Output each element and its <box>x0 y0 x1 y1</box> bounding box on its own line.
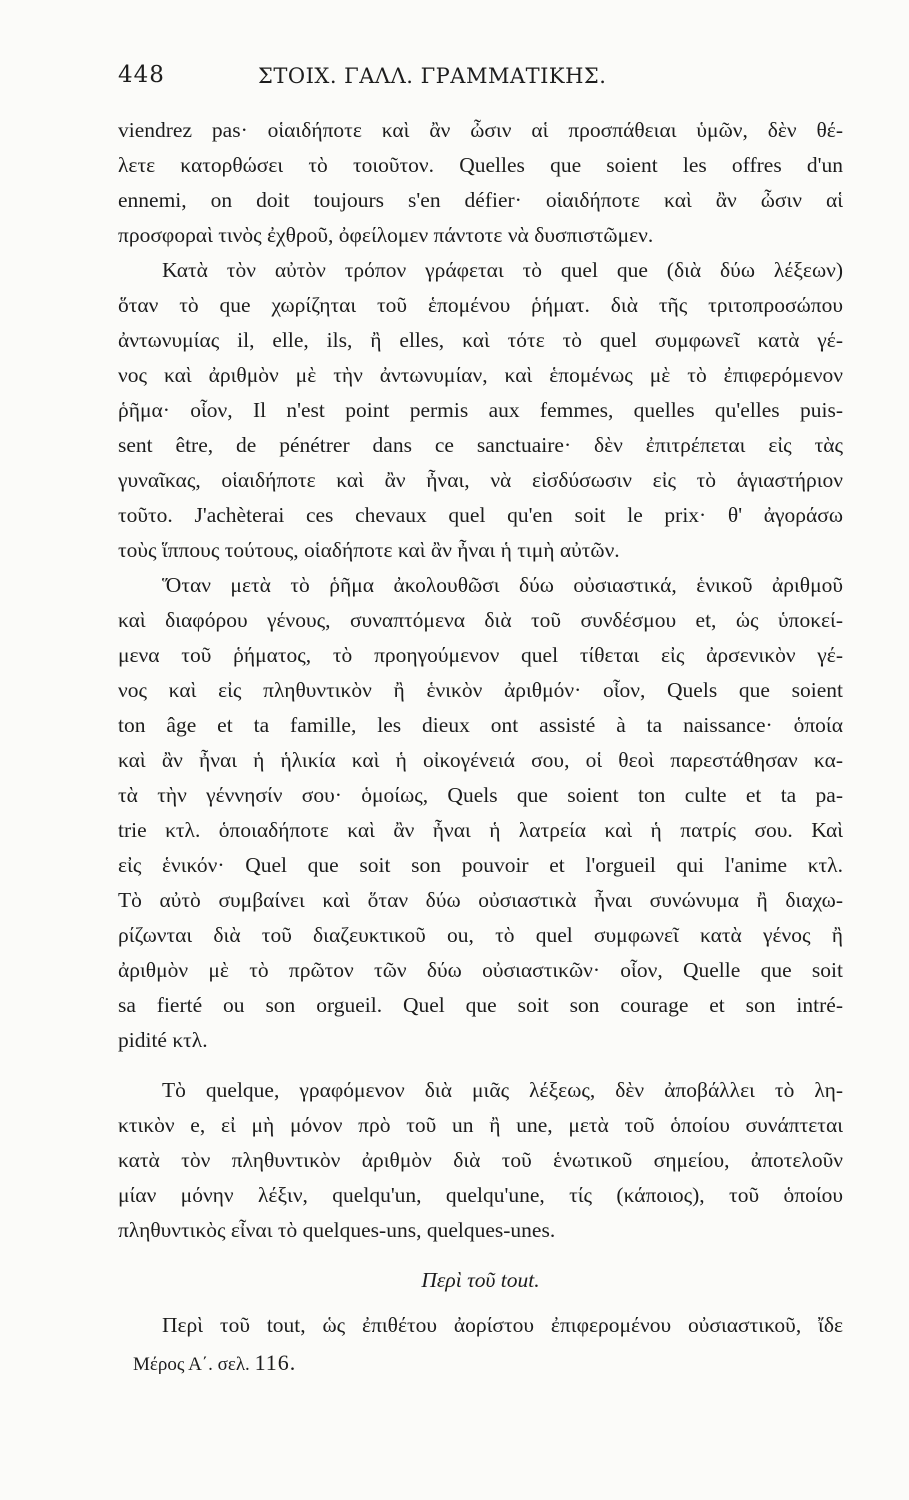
text-line: sent être, de pénétrer dans ce sanctuaire· δὲν ἐπιτρέπεται εἰς τὰς <box>118 433 843 457</box>
text-line: κτικὸν e, εἰ μὴ μόνον πρὸ τοῦ un ἢ une, μετὰ τοῦ ὁποίου συνάπτεται <box>118 1113 843 1137</box>
text-line: λετε κατορθώσει τὸ τοιοῦτον. Quelles que soient les offres d'un <box>118 153 843 177</box>
text-line: Περὶ τοῦ tout, ὡς ἐπιθέτου ἀορίστου ἐπιφερομένου οὐσιαστικοῦ, ἴδε <box>162 1313 843 1337</box>
text-line: τοῦτο. J'achèterai ces chevaux quel qu'en soit le prix· θ' ἀγοράσω <box>118 503 843 527</box>
text-line: Κατὰ τὸν αὐτὸν τρόπον γράφεται τὸ quel que (διὰ δύω λέξεων) <box>162 258 843 282</box>
text-line: ῥῆμα· οἷον, Il n'est point permis aux femmes, quelles qu'elles puis- <box>118 398 843 422</box>
running-title: ΣΤΟΙΧ. ΓΑΛΛ. ΓΡΑΜΜΑΤΙΚΗΣ. <box>258 64 607 88</box>
text-line: pidité κτλ. <box>118 1028 208 1052</box>
text-line: sa fierté ou son orgueil. Quel que soit son courage et son intré- <box>118 993 843 1017</box>
text-line: ἀριθμὸν μὲ τὸ πρῶτον τῶν δύω οὐσιαστικῶν· οἷον, Quelle que soit <box>118 958 843 982</box>
footnote-label: Μέρος Α΄. σελ. <box>133 1354 250 1375</box>
text-line: ρίζωνται διὰ τοῦ διαζευκτικοῦ ou, τὸ quel συμφωνεῖ κατὰ γένος ἢ <box>118 923 843 947</box>
text-line: προσφοραὶ τινὸς ἐχθροῦ, ὀφείλομεν πάντοτε νὰ δυσπιστῶμεν. <box>118 223 654 247</box>
text-line: κατὰ τὸν πληθυντικὸν ἀριθμὸν διὰ τοῦ ἑνωτικοῦ σημείου, ἀποτελοῦν <box>118 1148 843 1172</box>
text-line: τὰ τὴν γέννησίν σου· ὁμοίως, Quels que soient ton culte et ta pa- <box>118 783 843 807</box>
text-line: γυναῖκας, οἱαιδήποτε καὶ ἂν ἦναι, νὰ εἰσδύσωσιν εἰς τὸ ἁγιαστήριον <box>118 468 843 492</box>
page-number: 448 <box>118 62 165 88</box>
text-line: trie κτλ. ὁποιαδήποτε καὶ ἂν ἦναι ἡ λατρεία καὶ ἡ πατρίς σου. Καὶ <box>118 818 843 842</box>
footnote-page: 116. <box>254 1350 297 1375</box>
text-line: μίαν μόνην λέξιν, quelqu'un, quelqu'une, τίς (κάποιος), τοῦ ὁποίου <box>118 1183 843 1207</box>
text-line: Ὅταν μετὰ τὸ ῥῆμα ἀκολουθῶσι δύω οὐσιαστικά, ἑνικοῦ ἀριθμοῦ <box>162 573 843 597</box>
text-line: καὶ διαφόρου γένους, συναπτόμενα διὰ τοῦ συνδέσμου et, ὡς ὑποκεί- <box>118 608 843 632</box>
text-line: τοὺς ἵππους τούτους, οἱαδήποτε καὶ ἂν ἦναι ἡ τιμὴ αὐτῶν. <box>118 538 620 562</box>
text-line: ἀντωνυμίας il, elle, ils, ἢ elles, καὶ τότε τὸ quel συμφωνεῖ κατὰ γέ- <box>118 328 843 352</box>
text-line: Τὸ αὐτὸ συμβαίνει καὶ ὅταν δύω οὐσιαστικὰ ἦναι συνώνυμα ἢ διαχω- <box>118 888 843 912</box>
text-line: νος καὶ εἰς πληθυντικὸν ἢ ἑνικὸν ἀριθμόν· οἷον, Quels que soient <box>118 678 843 702</box>
text-line: πληθυντικὸς εἶναι τὸ quelques-uns, quelques-unes. <box>118 1218 556 1242</box>
footnote-reference <box>133 1350 296 1376</box>
text-line: ὅταν τὸ que χωρίζηται τοῦ ἑπομένου ῥήματ. διὰ τῆς τριτοπροσώπου <box>118 293 843 317</box>
text-line: νος καὶ ἀριθμὸν μὲ τὴν ἀντωνυμίαν, καὶ ἑπομένως μὲ τὸ ἐπιφερόμενον <box>118 363 843 387</box>
text-line: καὶ ἂν ἦναι ἡ ἡλικία καὶ ἡ οἰκογένειά σου, οἱ θεοὶ παρεστάθησαν κα- <box>118 748 843 772</box>
text-line: εἰς ἑνικόν· Quel que soit son pouvoir et l'orgueil qui l'anime κτλ. <box>118 853 843 877</box>
text-line: ton âge et ta famille, les dieux ont assisté à ta naissance· ὁποία <box>118 713 843 737</box>
section-heading: Περὶ τοῦ tout. <box>421 1268 540 1292</box>
text-line: viendrez pas· οἱαιδήποτε καὶ ἂν ὦσιν αἱ προσπάθειαι ὑμῶν, δὲν θέ- <box>118 118 843 142</box>
text-line: ennemi, on doit toujours s'en défier· οἱαιδήποτε καὶ ἂν ὦσιν αἱ <box>118 188 843 212</box>
text-line: μενα τοῦ ῥήματος, τὸ προηγούμενον quel τίθεται εἰς ἀρσενικὸν γέ- <box>118 643 843 667</box>
text-line: Τὸ quelque, γραφόμενον διὰ μιᾶς λέξεως, δὲν ἀποβάλλει τὸ λη- <box>162 1078 843 1102</box>
